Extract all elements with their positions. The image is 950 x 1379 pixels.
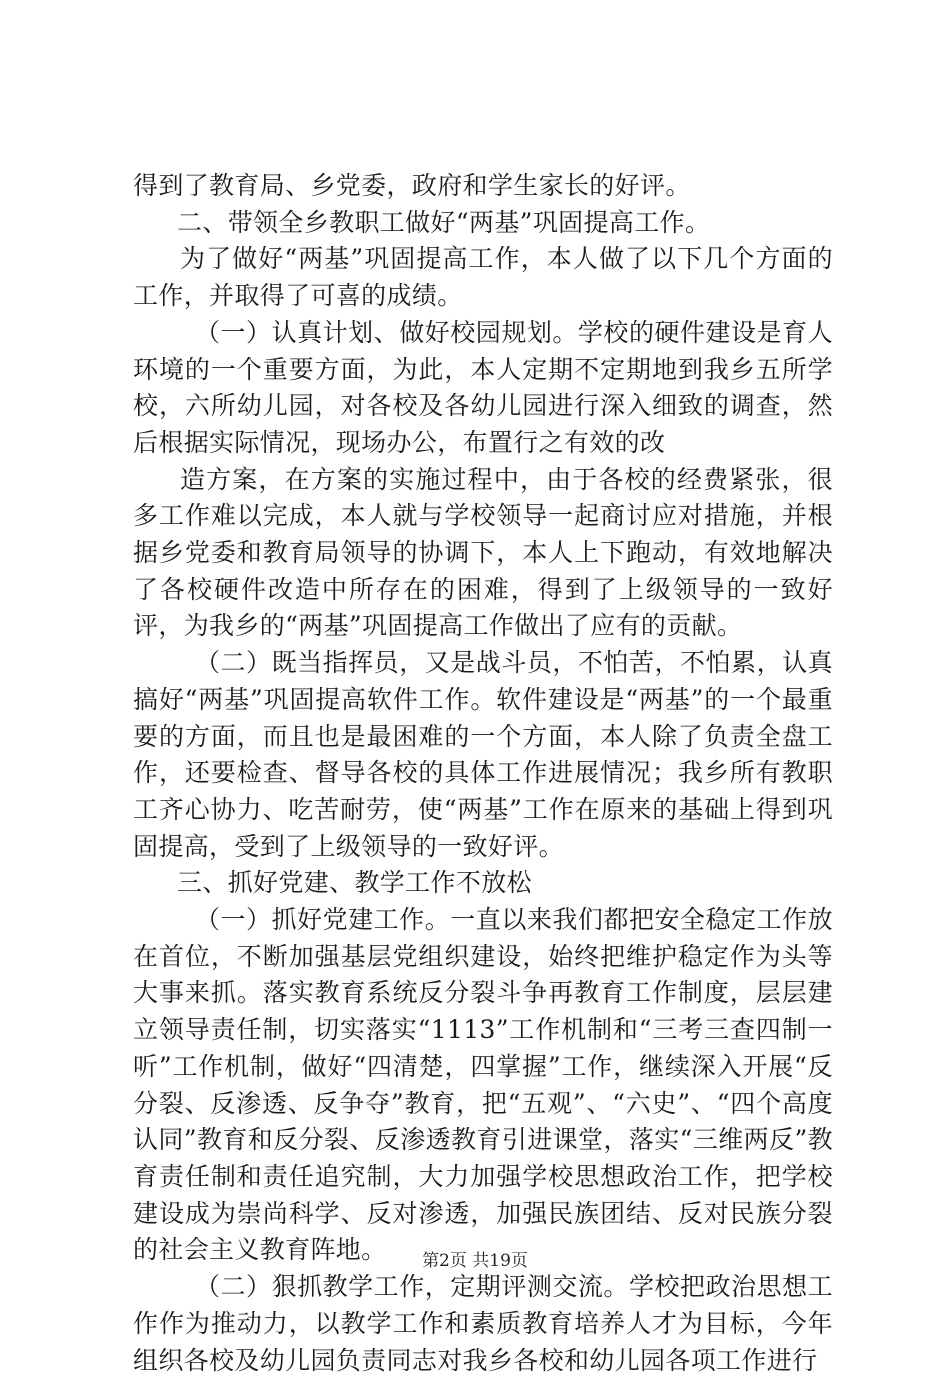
paragraph-9: （二）狠抓教学工作，定期评测交流。学校把政治思想工作作为推动力，以教学工作和素质教育培养人才为目标，今年组织各校及幼儿园负责同志对我乡各校和幼儿园各项工作进行 <box>133 1272 833 1375</box>
paragraph-7-heading: 三、抓好党建、教学工作不放松 <box>177 868 532 898</box>
page-number-footer: 第2页 共19页 <box>422 1251 528 1271</box>
paragraph-4: （一）认真计划、做好校园规划。学校的硬件建设是育人环境的一个重要方面，为此，本人定期不定期地到我乡五所学校，六所幼儿园，对各校及各幼儿园进行深入细致的调查，然后根据实际情况，现场办公，布置行之有效的改 <box>133 317 833 457</box>
paragraph-6: （二）既当指挥员，又是战斗员，不怕苦，不怕累，认真搞好“两基”巩固提高软件工作。软件建设是“两基”的一个最重要的方面，而且也是最困难的一个方面，本人除了负责全盘工作，还要检查、督导各校的具体工作进展情况；我乡所有教职工齐心协力、吃苦耐劳，使“两基”工作在原来的基础上得到巩固提高，受到了上级领导的一致好评。 <box>133 648 833 861</box>
paragraph-3: 为了做好“两基”巩固提高工作，本人做了以下几个方面的工作，并取得了可喜的成绩。 <box>133 244 833 311</box>
paragraph-5: 造方案，在方案的实施过程中，由于各校的经费紧张，很多工作难以完成，本人就与学校领导一起商讨应对措施，并根据乡党委和教育局领导的协调下，本人上下跑动，有效地解决了各校硬件改造中所存在的困难，得到了上级领导的一致好评，为我乡的“两基”巩固提高工作做出了应有的贡献。 <box>133 464 833 641</box>
document-body <box>133 168 833 1379</box>
paragraph-1: 得到了教育局、乡党委，政府和学生家长的好评。 <box>133 171 691 200</box>
paragraph-8: （一）抓好党建工作。一直以来我们都把安全稳定工作放在首位，不断加强基层党组织建设，始终把维护稳定作为头等大事来抓。落实教育系统反分裂斗争再教育工作制度，层层建立领导责任制，切实落实“1113”工作机制和“三考三查四制一听”工作机制，做好“四清楚，四掌握”工作，继续深入开展“反分裂、反渗透、反争夺”教育，把“五观”、“六史”、“四个高度认同”教育和反分裂、反渗透教育引进课堂，落实“三维两反”教育责任制和责任追究制，大力加强学校思想政治工作，把学校建设成为崇尚科学、反对渗透，加强民族团结、反对民族分裂的社会主义教育阵地。 <box>133 905 833 1265</box>
paragraph-2-heading: 二、带领全乡教职工做好“两基”巩固提高工作。 <box>177 207 711 237</box>
